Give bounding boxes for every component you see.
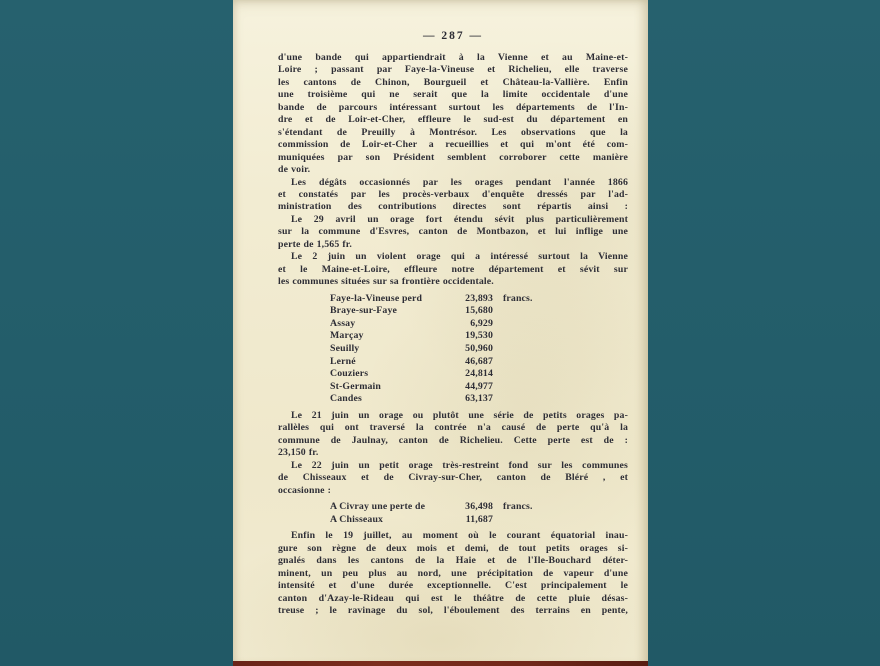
- text-line: 23,150 fr.: [278, 447, 319, 459]
- text-line: gnalés dans les cantons de la Haie et de l'Ile-Bouchard déter-: [278, 555, 628, 567]
- commune-name: A Civray une perte de: [330, 501, 426, 513]
- commune-name: Braye-sur-Faye: [330, 305, 398, 317]
- currency-label: francs.: [503, 292, 533, 304]
- text-line: Le 21 juin un orage ou plutôt une série de petits orages pa-: [291, 409, 628, 421]
- text-line: et le Maine-et-Loire, effleure notre département et sévit sur: [278, 263, 628, 275]
- table-row: [330, 356, 628, 369]
- loss-amount: 15,680: [465, 305, 493, 317]
- table-row: [330, 305, 628, 318]
- loss-amount: 46,687: [465, 355, 493, 367]
- paragraph-orage-29-avril: [278, 214, 628, 251]
- text-line: rallèles qui ont traversé la contrée n'a causé de perte qu'à la: [278, 422, 628, 434]
- text-line: commission de Loir-et-Cher a recueillies et qui m'ont été com-: [278, 139, 628, 151]
- text-line: Le 22 juin un petit orage très-restreint fond sur les communes: [291, 459, 628, 471]
- paragraph-bande-vienne: [278, 52, 628, 177]
- table-row: [330, 330, 628, 343]
- text-line: de Chisseaux et de Civray-sur-Cher, canton de Bléré , et: [278, 472, 628, 484]
- currency-label: francs.: [503, 501, 533, 513]
- text-line: Enfin le 19 juillet, au moment où le courant équatorial inau-: [291, 530, 628, 542]
- commune-name: Lerné: [330, 355, 356, 367]
- text-line: commune de Jaulnay, canton de Richelieu. Cette perte est de :: [278, 434, 628, 446]
- loss-table-civray-chisseaux: [330, 501, 628, 526]
- text-line: ministration des contributions directes sont répartis ainsi :: [278, 201, 628, 213]
- paragraph-orage-22-juin: [278, 460, 628, 497]
- table-row: [330, 318, 628, 331]
- loss-amount: 50,960: [465, 342, 493, 354]
- text-line: les communes situées sur sa frontière occidentale.: [278, 276, 494, 288]
- text-line: bande de parcours intéressant surtout les départements de l'In-: [278, 101, 628, 113]
- text-line: les cantons de Chinon, Bourgueil et Château-la-Vallière. Enfin: [278, 76, 628, 88]
- paragraph-degats-1866: [278, 177, 628, 214]
- text-line: sur la commune d'Esvres, canton de Montbazon, et lui inflige une: [278, 226, 628, 238]
- text-line: treuse ; le ravinage du sol, l'éboulement des terrains en pente,: [278, 605, 628, 617]
- text-line: perte de 1,565 fr.: [278, 238, 353, 250]
- table-row: [330, 293, 628, 306]
- commune-name: Candes: [330, 393, 362, 405]
- commune-name: St-Germain: [330, 380, 382, 392]
- text-line: et constatés par les procès-verbaux d'enquête dressés par l'ad-: [278, 188, 628, 200]
- text-line: minent, un peu plus au nord, une précipitation de vapeur d'une: [278, 567, 628, 579]
- text-line: de voir.: [278, 164, 311, 176]
- commune-name: Seuilly: [330, 342, 360, 354]
- text-line: dre et de Loir-et-Cher, effleure le sud-est du département en: [278, 114, 628, 126]
- text-line: Le 2 juin un violent orage qui a intéressé surtout la Vienne: [291, 251, 628, 263]
- commune-name: A Chisseaux: [330, 513, 384, 525]
- loss-amount: 63,137: [465, 393, 493, 405]
- text-line: canton d'Azay-le-Rideau qui est le théâtre de cette pluie désas-: [278, 592, 628, 604]
- paragraph-orage-21-juin: [278, 410, 628, 460]
- text-line: gure son règne de deux mois et demi, de tout petits orages si-: [278, 542, 628, 554]
- loss-amount: 19,530: [465, 330, 493, 342]
- commune-name: Couziers: [330, 368, 369, 380]
- text-line: s'étendant de Preuilly à Montrésor. Les observations que la: [278, 126, 628, 138]
- commune-name: Faye-la-Vineuse perd: [330, 292, 423, 304]
- text-line: Loire ; passant par Faye-la-Vineuse et Richelieu, elle traverse: [278, 64, 628, 76]
- commune-name: Marçay: [330, 330, 364, 342]
- loss-amount: 6,929: [470, 317, 493, 329]
- text-line: muniquées par son Président semblent corroborer cette manière: [278, 151, 628, 163]
- page-bottom-edge: [233, 661, 648, 666]
- loss-amount: 36,498: [465, 501, 493, 513]
- table-row: [330, 368, 628, 381]
- paragraph-19-juillet: [278, 530, 628, 617]
- table-row: [330, 381, 628, 394]
- commune-name: Assay: [330, 317, 356, 329]
- loss-table-communes: [330, 293, 628, 406]
- page-text-block: [278, 0, 628, 617]
- table-row: [330, 514, 628, 527]
- loss-amount: 24,814: [465, 368, 493, 380]
- text-line: occasionne :: [278, 484, 332, 496]
- text-line: d'une bande qui appartiendrait à la Vienne et au Maine-et-: [278, 52, 628, 63]
- loss-amount: 23,893: [465, 292, 493, 304]
- paragraph-orage-2-juin: [278, 251, 628, 288]
- table-row: [330, 343, 628, 356]
- text-line: une troisième qui ne serait que la limite occidentale d'une: [278, 89, 628, 101]
- scanned-book-page: [233, 0, 648, 666]
- loss-amount: 11,687: [465, 513, 493, 525]
- text-line: Le 29 avril un orage fort étendu sévit plus particulièrement: [291, 213, 628, 225]
- text-line: Les dégâts occasionnés par les orages pendant l'année 1866: [291, 176, 628, 188]
- loss-amount: 44,977: [465, 380, 493, 392]
- table-row: [330, 501, 628, 514]
- page-number: — 287 —: [423, 30, 483, 42]
- text-line: intensité et d'une durée exceptionnelle. C'est principalement le: [278, 580, 628, 592]
- table-row: [330, 393, 628, 406]
